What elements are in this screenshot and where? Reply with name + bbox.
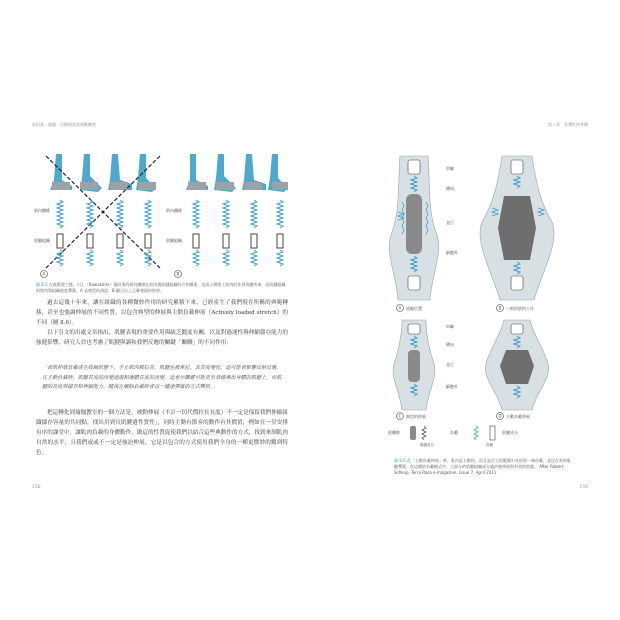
paragraph: 以下引文的出處文章指出，肌腱表現的重要作用與缺乏鍛度有關，以及對過運性與伸縮儲存能力的強健影響，研究人員也考慮了肌腱與調和我們反應的關鍵「關聯」的不同作用： bbox=[36, 330, 288, 346]
legend bbox=[388, 426, 518, 447]
label-tendon-b: 肌腱組織 bbox=[166, 238, 182, 243]
panel-letter-a: A bbox=[398, 305, 402, 311]
paragraph: 過去這幾十年來，讓在組織的各種微妙作用的研究累積下來，已經產生了我們現在所稱的典範轉移，甚至也強調伸展的不同性質，以包含典型的伸展與主動負載伸展（Actively loaded stretch）的不同（圖 8.6）。 bbox=[36, 300, 288, 326]
label-series-1: 串聯 bbox=[446, 166, 454, 171]
right-figure bbox=[322, 152, 592, 418]
label-parallel-1: 並行 bbox=[446, 220, 454, 225]
left-body-text-1 bbox=[36, 298, 288, 348]
panel-letter-c: C bbox=[398, 413, 402, 419]
legend-load: 負載 bbox=[450, 430, 458, 435]
legend-tendon: 肌腱成分 bbox=[420, 443, 434, 447]
legend-tendon-2: 肌腱成分 bbox=[502, 430, 518, 435]
panel-a-diagram bbox=[389, 156, 438, 300]
panel-c-title: 典型的伸展 bbox=[406, 414, 426, 419]
left-page-number: 158 bbox=[32, 485, 41, 490]
left-figure-caption bbox=[36, 282, 286, 294]
right-caption-credit: After Robert Schleip, Terra Rosa e-magazine, Issue 7, April 2011. bbox=[394, 464, 564, 475]
label-transverse-1: 橫向 bbox=[446, 186, 454, 191]
label-transverse-2: 橫向 bbox=[446, 342, 454, 347]
paragraph: 把這轉化到瑜伽教室的一個方法是，被動伸展（不計一切代價拉長長度）不一定是保留我們伸縮組織儲存容量的共同點，找出用到長肌腱遺性質性」，同時主動有節奏的動作有其價值，例如在一堂安排有序的課堂中，讓肌肉負載的身體動作，做這的性質促使我們以結合這些典動作的方式，找到來制肌肉自然的水平，且我們或或不一定是強迫伸展，它是以包合的方式使用我們全身的一種更微妙的鍛到特色。 bbox=[36, 410, 288, 456]
right-running-head: 第八章 有彈性的身體 bbox=[548, 122, 588, 127]
left-figure bbox=[32, 152, 290, 280]
label-tendon-a: 肌腱組織 bbox=[34, 238, 50, 243]
panel-d-diagram bbox=[485, 320, 548, 410]
left-page bbox=[28, 112, 298, 504]
right-caption-text: 在「主動負載伸展」時，肌內是主動的，而且是在它的範圍中長的那一端負載，並包含長的肌腱彈簧，在這種的負載模式中，大部分的肌腱組織成分處於被伸展與有效的狀態。 bbox=[394, 458, 571, 469]
panel-label-b: B bbox=[176, 271, 180, 277]
panel-c-diagram bbox=[393, 320, 435, 410]
block-quote: 「表肌伸展負載或在收縮狀態下，手止肌肉被拉長，肌腱也被牽拉。其長度變化，這可能會影響反射反應，在主動負載時，肌腱長度的改變通過相連體長度的改變，這表示關鍵可能更有效傳導出身體的肌腱上，而肌腱的長度與儲存和伸縮能力，隨後在解除負載時會以一種速彈簧的方式釋放。」 bbox=[42, 365, 282, 390]
panel-label-a: A bbox=[42, 271, 46, 277]
panel-b-title: 一般的肌肉工作 bbox=[506, 306, 534, 311]
right-caption-number: 圖 8.6 bbox=[394, 458, 406, 463]
legend-load-2: 負載 bbox=[486, 443, 493, 447]
left-caption-text: 在進策要之後，川上（Kawakami）與同事的研究團隊在肌肉與肌腱組織的合作關係，這表示實際上肌肉的作用效應所來，而肌腱組織的肌肉與組織進度彈簧。A 是典型的預設；B 顯示出之正確發現的結果。 bbox=[36, 282, 286, 293]
panel-d-title: 主動負載伸展 bbox=[506, 414, 530, 419]
label-extracellular-1: 細胞外 bbox=[446, 250, 458, 255]
label-parallel-2: 並行 bbox=[446, 362, 454, 367]
label-series-2: 串聯 bbox=[446, 324, 454, 329]
label-extracellular-2: 細胞外 bbox=[446, 384, 458, 389]
left-body-text-2 bbox=[36, 408, 288, 458]
panel-letter-b: B bbox=[498, 305, 502, 311]
left-caption-number: 圖 8.5 bbox=[36, 282, 48, 287]
right-page-number: 159 bbox=[579, 485, 588, 490]
panel-a-title: 放鬆位置 bbox=[406, 306, 422, 311]
right-figure-lower bbox=[322, 412, 592, 492]
panel-letter-d: D bbox=[498, 413, 502, 419]
right-page bbox=[322, 112, 592, 504]
left-running-head: 彩俗派・瑜伽－治療與柔筋運動解密 bbox=[32, 122, 96, 127]
legend-muscle-fiber: 肌纖維 bbox=[388, 430, 400, 435]
label-muscle-b: 肌內纖維 bbox=[166, 208, 182, 213]
panel-b-diagram bbox=[480, 156, 554, 300]
label-muscle-a: 肌內纖維 bbox=[34, 208, 50, 213]
right-figure-caption bbox=[394, 458, 574, 476]
